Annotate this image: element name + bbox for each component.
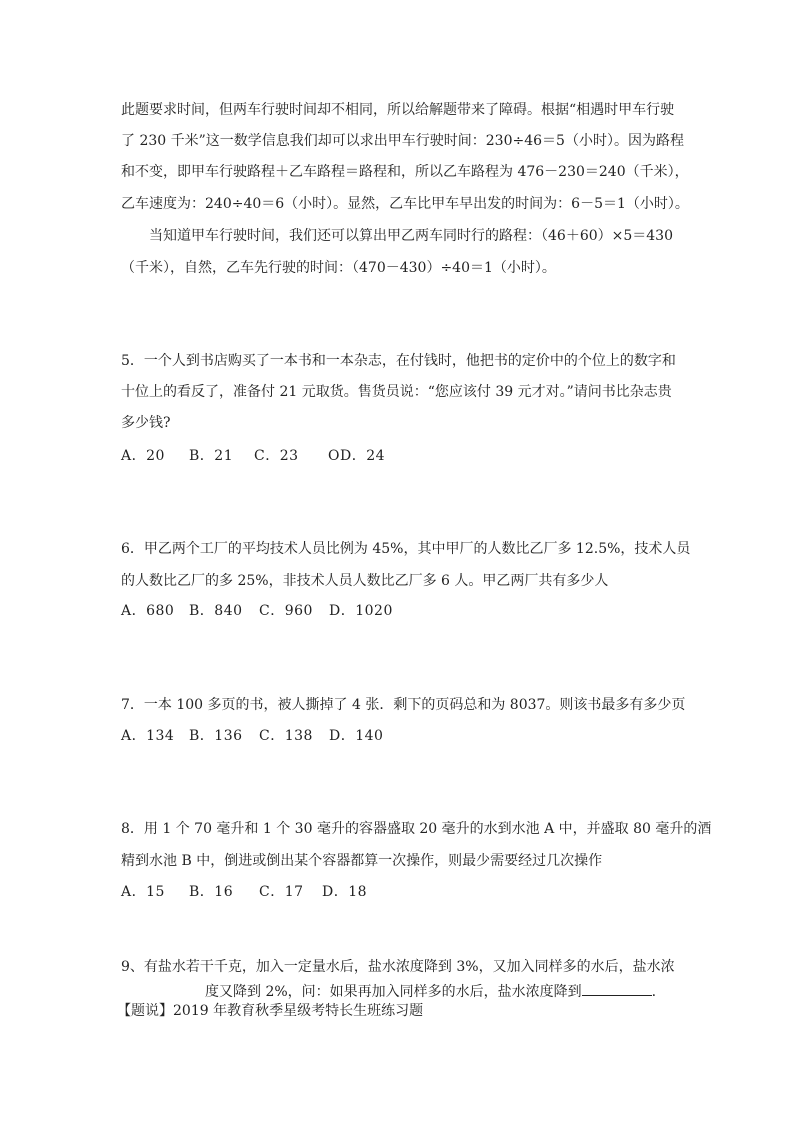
question-8-option-d: D．18 [322,884,368,900]
question-5-option-b: B．21 [189,448,234,464]
question-7-option-c: C．138 [259,728,313,744]
question-8-option-b: B．16 [189,884,234,900]
question-5-line-3: 多少钱? [121,415,171,431]
question-9-line-2-text: 度又降到 2%，问：如果再加入同样多的水后，盐水浓度降到 [205,984,582,1000]
question-6-option-a: A．680 [121,603,175,619]
solution-line-1: 此题要求时间，但两车行驶时间却不相同，所以给解题带来了障碍。根据“相遇时甲车行驶 [121,102,675,118]
question-7-option-d: D．140 [329,728,384,744]
question-6-line-2: 的人数比乙厂的多 25%，非技术人员人数比乙厂多 6 人。甲乙两厂共有多少人 [121,573,609,589]
answer-blank [582,981,652,996]
question-8-option-a: A．15 [121,884,165,900]
question-7-option-b: B．136 [189,728,243,744]
question-8-line-2: 精到水池 B 中，倒进或倒出某个容器都算一次操作，则最少需要经过几次操作 [121,853,603,869]
question-5-option-a: A．20 [121,448,165,464]
question-9-line-2-end: . [651,984,657,1000]
solution-line-3: 和不变，即甲车行驶路程＋乙车路程＝路程和，所以乙车路程为 476－230＝240（千米）， [121,164,689,180]
source-footer: 【题说】2019 年教育秋季星级考特长生班练习题 [117,1003,424,1019]
question-6-line-1: 6．甲乙两个工厂的平均技术人员比例为 45%，其中甲厂的人数比乙厂多 12.5%，技术人员 [121,541,691,557]
question-6-option-c: C．960 [259,603,313,619]
question-7-option-a: A．134 [121,728,175,744]
solution-line-5: 当知道甲车行驶时间，我们还可以算出甲乙两车同时行的路程：（46＋60）×5＝430 [149,228,673,244]
solution-line-2: 了 230 千米”这一数学信息我们却可以求出甲车行驶时间：230÷46＝5（小时）。因为路程 [121,133,684,149]
question-5-line-1: 5．一个人到书店购买了一本书和一本杂志，在付钱时，他把书的定价中的个位上的数字和 [121,353,676,369]
question-5-line-2: 十位上的看反了，准备付 21 元取货。售货员说：“您应该付 39 元才对。”请问书比杂志贵 [121,384,672,400]
solution-line-4: 乙车速度为：240÷40＝6（小时）。显然，乙车比甲车早出发的时间为：6－5＝1（小时）。 [121,196,689,212]
question-6-option-d: D．1020 [329,603,393,619]
question-8-line-1: 8．用 1 个 70 毫升和 1 个 30 毫升的容器盛取 20 毫升的水到水池 A 中，并盛取 80 毫升的酒 [121,821,712,837]
question-6-option-b: B．840 [189,603,243,619]
solution-line-6: （千米），自然，乙车先行驶的时间：（470－430）÷40＝1（小时）。 [121,260,556,276]
question-8-option-c: C．17 [259,884,304,900]
question-5-option-d: OD．24 [328,448,386,464]
question-7-line-1: 7．一本 100 多页的书，被人撕掉了 4 张．剩下的页码总和为 8037。则该书最多有多少页 [121,697,686,713]
question-5-option-c: C．23 [254,448,299,464]
question-9-line-2 [205,981,656,1002]
question-9-line-1: 9、有盐水若干千克，加入一定量水后，盐水浓度降到 3%，又加入同样多的水后，盐水浓 [121,959,675,975]
